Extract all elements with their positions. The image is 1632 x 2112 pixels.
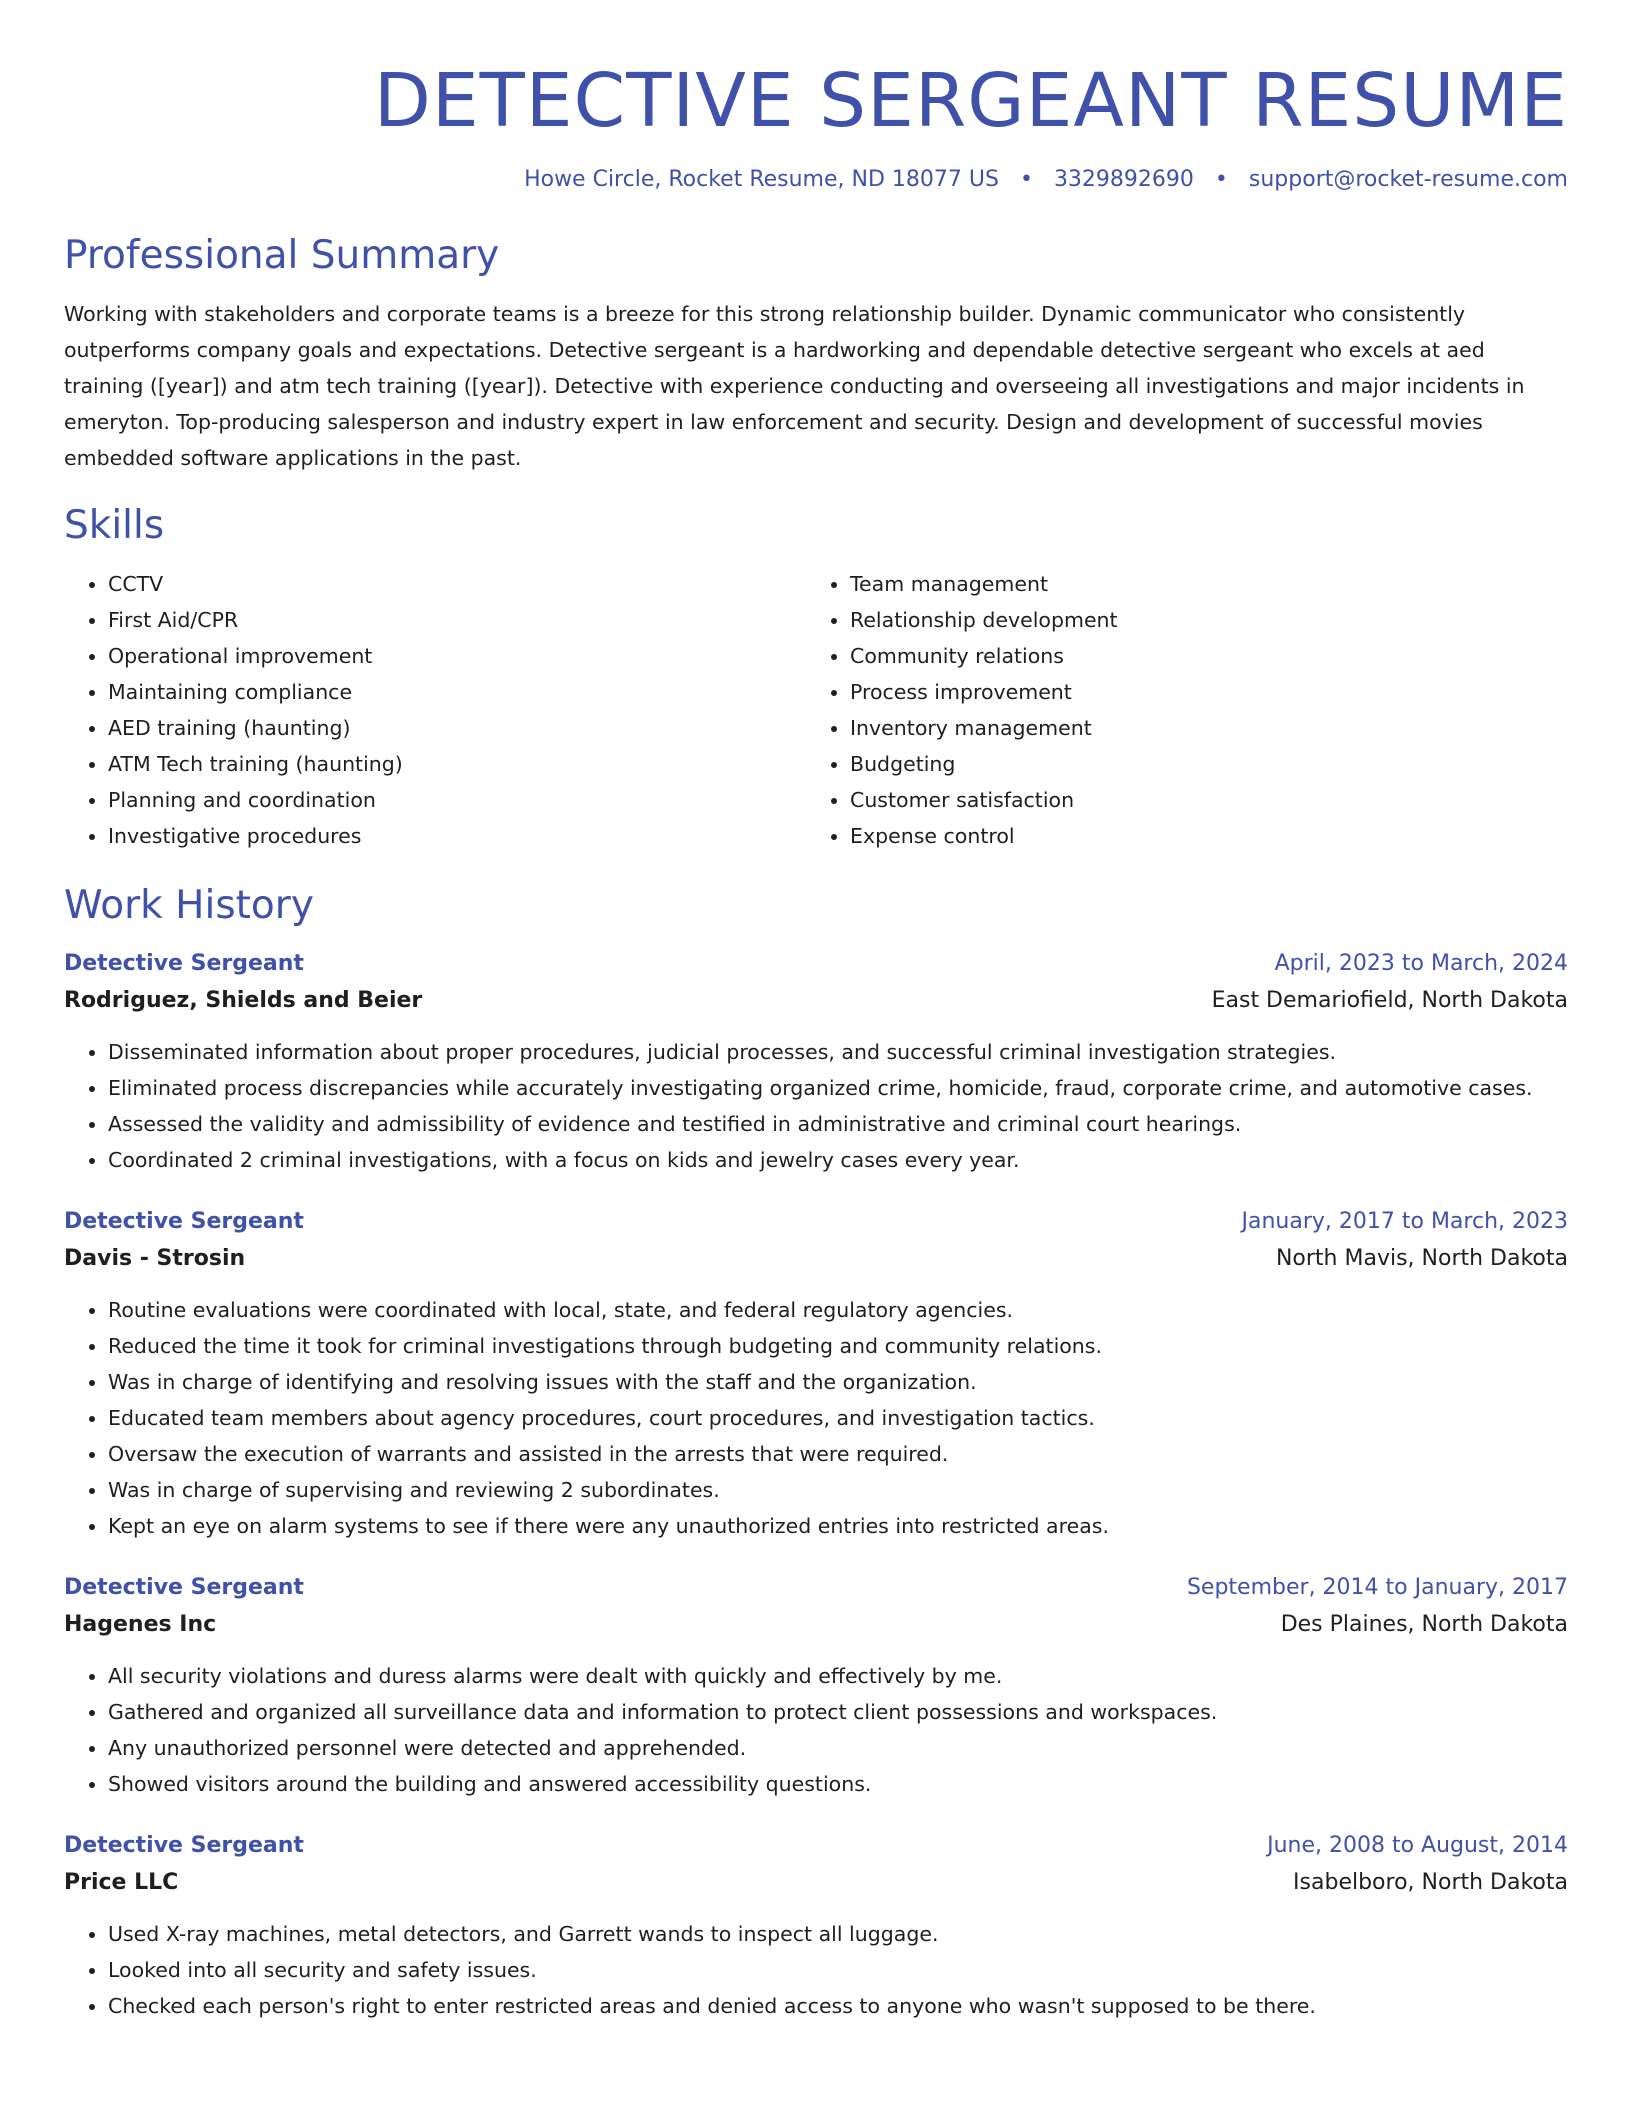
job-dates: January, 2017 to March, 2023 (1241, 1209, 1568, 1234)
job-title: Detective Sergeant (64, 1575, 304, 1600)
skill-item: • Planning and coordination (108, 782, 806, 818)
skill-item: • Expense control (850, 818, 1548, 854)
job-dates: September, 2014 to January, 2017 (1186, 1575, 1568, 1600)
job-location: East Demariofield, North Dakota (1211, 988, 1568, 1013)
skill-item: • Maintaining compliance (108, 674, 806, 710)
contact-email[interactable]: support@rocket-resume.com (1248, 167, 1568, 192)
job-company: Price LLC (64, 1870, 179, 1895)
job-bullet: • Was in charge of identifying and resolving issues with the staff and the organization. (108, 1364, 1568, 1400)
job-bullet: • Kept an eye on alarm systems to see if there were any unauthorized entries into restricted areas. (108, 1508, 1568, 1544)
contact-separator: • (1019, 167, 1033, 192)
job-bullets (64, 1034, 1568, 1178)
job-bullet: • Looked into all security and safety issues. (108, 1952, 1568, 1988)
skill-item: • Investigative procedures (108, 818, 806, 854)
job-entry (64, 944, 1568, 1178)
job-bullet: • All security violations and duress alarms were dealt with quickly and effectively by me. (108, 1658, 1568, 1694)
job-bullet: • Assessed the validity and admissibility of evidence and testified in administrative and criminal court hearings. (108, 1106, 1568, 1142)
job-title: Detective Sergeant (64, 1209, 304, 1234)
job-location: Isabelboro, North Dakota (1293, 1870, 1568, 1895)
skill-item: • ATM Tech training (haunting) (108, 746, 806, 782)
skill-item: • Process improvement (850, 674, 1548, 710)
job-bullet: • Showed visitors around the building and answered accessibility questions. (108, 1766, 1568, 1802)
job-bullet: • Routine evaluations were coordinated with local, state, and federal regulatory agencies. (108, 1292, 1568, 1328)
skills-heading: Skills (64, 503, 165, 548)
contact-line (64, 166, 1568, 194)
skill-item: • AED training (haunting) (108, 710, 806, 746)
skill-item: • Customer satisfaction (850, 782, 1548, 818)
job-company: Davis - Strosin (64, 1246, 246, 1271)
job-title: Detective Sergeant (64, 1833, 304, 1858)
skills-column-left (64, 566, 806, 854)
skill-item: • Budgeting (850, 746, 1548, 782)
job-title: Detective Sergeant (64, 951, 304, 976)
summary-heading: Professional Summary (64, 233, 500, 278)
skill-item: • First Aid/CPR (108, 602, 806, 638)
skill-item: • Team management (850, 566, 1548, 602)
job-bullet: • Disseminated information about proper procedures, judicial processes, and successful criminal investigation strategies. (108, 1034, 1568, 1070)
job-company: Rodriguez, Shields and Beier (64, 988, 423, 1013)
contact-address: Howe Circle, Rocket Resume, ND 18077 US (524, 167, 999, 192)
job-bullet: • Educated team members about agency procedures, court procedures, and investigation tactics. (108, 1400, 1568, 1436)
resume-page (64, 0, 1568, 2024)
job-dates: June, 2008 to August, 2014 (1267, 1833, 1568, 1858)
contact-phone: 3329892690 (1053, 167, 1194, 192)
job-bullet: • Oversaw the execution of warrants and assisted in the arrests that were required. (108, 1436, 1568, 1472)
contact-separator: • (1214, 167, 1228, 192)
job-location: Des Plaines, North Dakota (1280, 1612, 1568, 1637)
job-bullet: • Gathered and organized all surveillance data and information to protect client possessions and workspaces. (108, 1694, 1568, 1730)
skill-item: • Relationship development (850, 602, 1548, 638)
skills-list (64, 566, 1568, 854)
summary-text: Working with stakeholders and corporate teams is a breeze for this strong relationship builder. Dynamic communicator who consistently outperforms company goals and expectations. Detective sergeant is a hardworking and dependable detective sergeant who excels at aed training ([year]) and atm tech training ([year]). Detective with experience conducting and overseeing all investigations and major incidents in emeryton. Top-producing salesperson and industry expert in law enforcement and security. Design and development of successful movies embedded software applications in the past. (64, 302, 1525, 470)
skill-item: • CCTV (108, 566, 806, 602)
job-bullet: • Checked each person's right to enter restricted areas and denied access to anyone who wasn't supposed to be there. (108, 1988, 1568, 2024)
job-bullet: • Reduced the time it took for criminal investigations through budgeting and community relations. (108, 1328, 1568, 1364)
job-entry (64, 1568, 1568, 1802)
skills-column-right (806, 566, 1548, 854)
skill-item: • Community relations (850, 638, 1548, 674)
job-bullets (64, 1658, 1568, 1802)
job-entry (64, 1202, 1568, 1544)
job-dates: April, 2023 to March, 2024 (1274, 951, 1568, 976)
job-bullet: • Eliminated process discrepancies while accurately investigating organized crime, homicide, fraud, corporate crime, and automotive cases. (108, 1070, 1568, 1106)
job-bullet: • Coordinated 2 criminal investigations, with a focus on kids and jewelry cases every year. (108, 1142, 1568, 1178)
resume-title: DETECTIVE SERGEANT RESUME (373, 58, 1568, 144)
job-bullets (64, 1292, 1568, 1544)
job-company: Hagenes Inc (64, 1612, 217, 1637)
job-bullet: • Was in charge of supervising and reviewing 2 subordinates. (108, 1472, 1568, 1508)
skill-item: • Inventory management (850, 710, 1548, 746)
job-entry (64, 1826, 1568, 2024)
job-bullet: • Used X-ray machines, metal detectors, and Garrett wands to inspect all luggage. (108, 1916, 1568, 1952)
job-bullet: • Any unauthorized personnel were detected and apprehended. (108, 1730, 1568, 1766)
work-history-heading: Work History (64, 883, 314, 928)
skill-item: • Operational improvement (108, 638, 806, 674)
job-bullets (64, 1916, 1568, 2024)
job-location: North Mavis, North Dakota (1275, 1246, 1568, 1271)
